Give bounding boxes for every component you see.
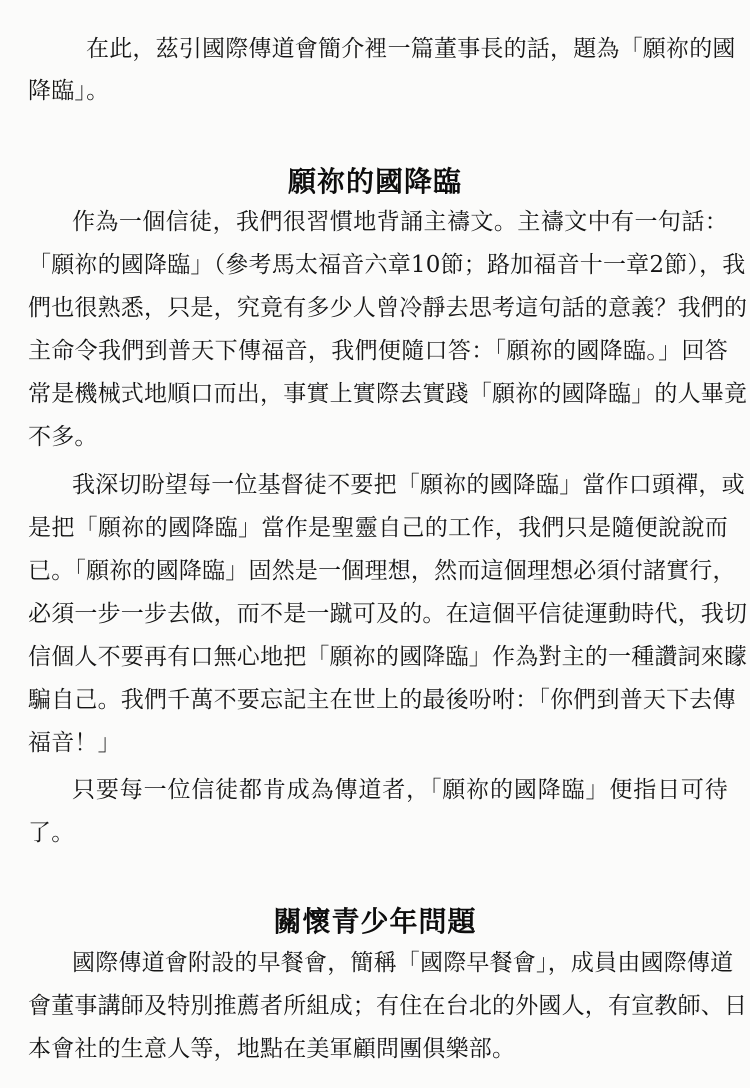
intro-line-2: 降臨」。 (28, 78, 110, 104)
section1-line-7: 我深切盼望每一位基督徒不要把「願祢的國降臨」當作口頭禪，或 (72, 472, 745, 498)
section-title-youth-concern: 關懷青少年問題 (273, 905, 477, 938)
section1-line-10: 必須一步一步去做，而不是一蹴可及的。在這個平信徒運動時代，我切 (28, 601, 748, 627)
section1-line-15: 了。 (28, 820, 75, 846)
section1-line-14: 只要每一位信徒都肯成為傳道者，「願祢的國降臨」便指日可待 (72, 777, 728, 803)
section1-line-11: 信個人不要再有口無心地把「願祢的國降臨」作為對主的一種讚詞來矇 (28, 644, 748, 670)
section1-line-2: 「願祢的國降臨」（參考馬太福音六章10節；路加福音十一章2節），我 (28, 252, 746, 278)
section1-line-12: 騙自己。我們千萬不要忘記主在世上的最後吩咐：「你們到普天下去傳 (28, 687, 736, 713)
section2-line-2: 會董事講師及特別推薦者所組成；有住在台北的外國人，有宣教師、日 (28, 993, 748, 1019)
section1-line-1: 作為一個信徒，我們很習慣地背誦主禱文。主禱文中有一句話： (72, 209, 728, 235)
section1-line-5: 常是機械式地順口而出，事實上實際去實踐「願祢的國降臨」的人畢竟 (28, 381, 748, 407)
section2-line-1: 國際傳道會附設的早餐會，簡稱「國際早餐會」，成員由國際傳道 (72, 950, 734, 976)
section1-line-8: 是把「願祢的國降臨」當作是聖靈自己的工作，我們只是隨便說說而 (28, 515, 728, 541)
section1-line-3: 們也很熟悉，只是，究竟有多少人曾冷靜去思考這句話的意義？我們的 (28, 295, 748, 321)
section2-line-3: 本會社的生意人等，地點在美軍顧問團俱樂部。 (28, 1036, 516, 1062)
section1-line-4: 主命令我們到普天下傳福音，我們便隨口答：「願祢的國降臨。」回答 (28, 338, 728, 364)
section-title-kingdom-come: 願祢的國降臨 (287, 165, 462, 198)
section1-line-13: 福音！」 (28, 730, 121, 756)
section1-line-9: 已。「願祢的國降臨」固然是一個理想，然而這個理想必須付諸實行， (28, 558, 736, 584)
section1-line-6: 不多。 (28, 424, 98, 450)
intro-line-1: 在此，茲引國際傳道會簡介裡一篇董事長的話，題為「願祢的國 (86, 36, 736, 62)
